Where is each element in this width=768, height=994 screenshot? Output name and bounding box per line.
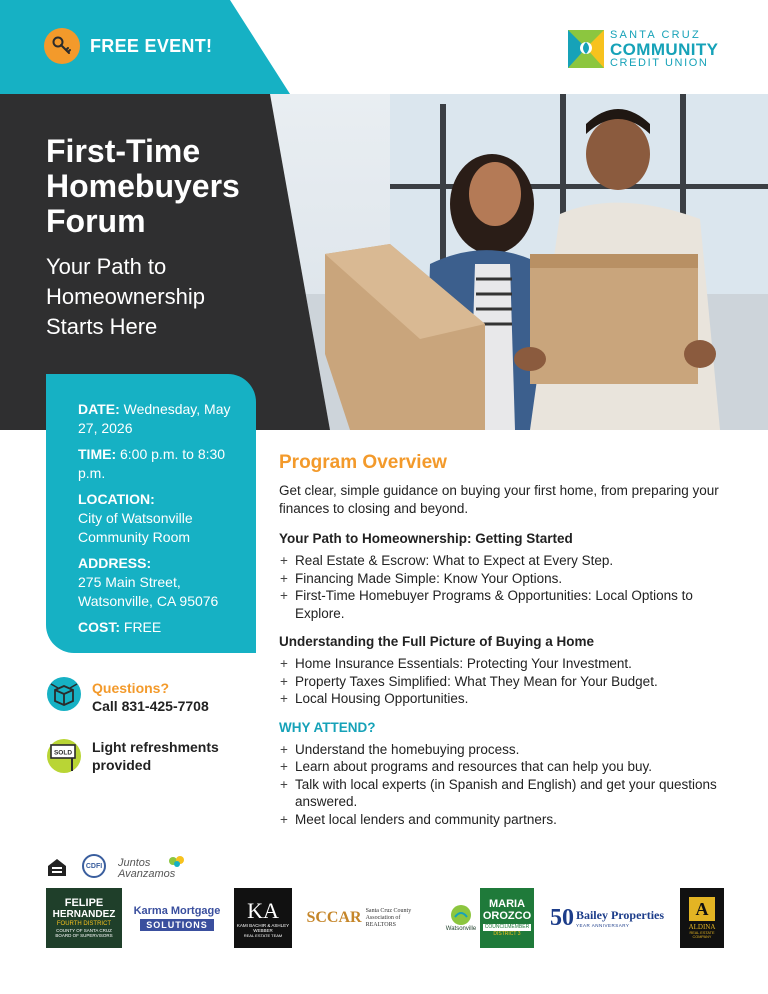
questions-label: Questions? [92,680,170,696]
sccar-mark: SCCAR [306,909,362,926]
event-title: First-Time Homebuyers Forum [46,133,240,239]
watsonville-seal-icon [450,904,472,926]
location-value: City of Watsonville Community Room [78,510,193,545]
list-item: + Understand the homebuying process. [279,741,729,759]
sponsor-bailey-properties [540,888,674,948]
logo-line-1: SANTA CRUZ [610,29,701,41]
karma-line-2: SOLUTIONS [140,919,214,931]
date-value: Wednesday, May 27, 2026 [78,401,231,436]
time-label: TIME: [78,446,117,462]
date-label: DATE: [78,401,120,417]
address-row [78,554,242,611]
juntos-avanzamos-logo: Juntos Avanzamos [118,857,176,880]
list-item: + Real Estate & Escrow: What to Expect at Every Step. [279,552,729,570]
event-subtitle: Your Path to Homeownership Starts Here [46,254,205,339]
cost-label: COST: [78,619,120,635]
aldina-line-1: ALDINA [688,923,716,931]
program-intro: Get clear, simple guidance on buying your first home, from preparing your finances to closing and beyond. [279,483,719,516]
bailey-mark: 50 [549,904,574,931]
free-event-badge: FREE EVENT! [90,36,213,56]
why-attend-list [279,741,729,829]
bailey-text: Bailey Properties [575,908,665,922]
bailey-sub: YEAR ANNIVERSARY [575,923,630,928]
ka-line-1: KAMI BACHIR & ASHLEY WEBBER [236,922,290,933]
maria-line-1: MARIA [488,898,526,910]
time-value: 6:00 p.m. to 8:30 p.m. [78,446,226,481]
sponsor-ka-team [234,888,292,948]
address-label: ADDRESS: [78,555,152,571]
aldina-mark: A [689,897,715,921]
address-value: 275 Main Street, Watsonville, CA 95076 [78,574,219,609]
section-2-list [279,655,729,708]
felipe-line-3: FOURTH DISTRICT [56,921,112,927]
program-overview [279,452,729,840]
section-1-list [279,552,729,622]
sold-sign-icon [46,738,82,774]
juntos-leaf-icon [168,854,186,868]
phone-number[interactable]: Call 831-425-7708 [92,698,209,714]
list-item: + Local Housing Opportunities. [279,690,729,708]
list-item: + Home Insurance Essentials: Protecting Your Investment. [279,655,729,673]
sccar-line-1: Santa Cruz County Association of REALTORS [365,907,412,928]
sponsors-row [46,888,726,950]
time-row [78,445,242,483]
felipe-line-2: HERNANDEZ [52,909,116,920]
maria-line-2: OROZCO [482,910,532,922]
cdfi-badge: CDFI [82,854,106,878]
credit-union-logo-mark-icon [566,28,606,70]
box-question-icon [46,676,82,712]
location-row [78,490,242,547]
felipe-line-4: COUNTY OF SANTA CRUZ BOARD OF SUPERVISORS [55,928,113,938]
list-item: + Financing Made Simple: Know Your Options. [279,570,729,588]
maria-line-3: COUNCILMEMBER [484,924,530,930]
why-attend-heading: WHY ATTEND? [279,719,376,735]
event-details-card [46,374,256,653]
list-item: + First-Time Homebuyer Programs & Opportunities: Local Options to Explore. [279,587,729,622]
sponsor-karma-mortgage [130,888,224,948]
svg-text:SOLD: SOLD [53,749,73,757]
location-label: LOCATION: [78,491,155,507]
sponsor-aldina [680,888,724,948]
key-icon [44,28,80,64]
cost-value: FREE [123,619,162,635]
aldina-line-2: REAL ESTATE COMPANY [689,931,715,939]
section-2-heading: Understanding the Full Picture of Buying a Home [279,634,595,649]
small-logos-row [46,854,206,882]
ka-line-2: REAL ESTATE TEAM [243,932,283,938]
sponsor-felipe-hernandez [46,888,122,948]
equal-housing-icon [46,856,68,878]
section-1-heading: Your Path to Homeownership: Getting Started [279,531,573,546]
sponsor-sccar [300,888,436,948]
program-title: Program Overview [279,452,447,473]
watsonville-text: Watsonville [445,926,477,932]
felipe-line-1: FELIPE [64,897,104,909]
list-item: + Property Taxes Simplified: What They Mean for Your Budget. [279,673,729,691]
date-row [78,400,242,438]
sponsor-watsonville [444,888,478,948]
credit-union-logo [566,28,726,72]
refreshments-note: Light refreshments provided [92,739,219,773]
logo-line-3: CREDIT UNION [610,57,709,69]
logo-line-2: COMMUNITY [610,40,719,59]
ka-mark: KA [247,897,279,923]
list-item: + Talk with local experts (in Spanish and English) and get your questions answered. [279,776,729,811]
maria-line-4: DISTRICT 3 [493,931,521,937]
cost-row [78,618,242,637]
list-item: + Meet local lenders and community partners. [279,811,729,829]
karma-line-1: Karma Mortgage [133,905,221,917]
list-item: + Learn about programs and resources that can help you buy. [279,758,729,776]
sponsor-maria-orozco [480,888,534,948]
